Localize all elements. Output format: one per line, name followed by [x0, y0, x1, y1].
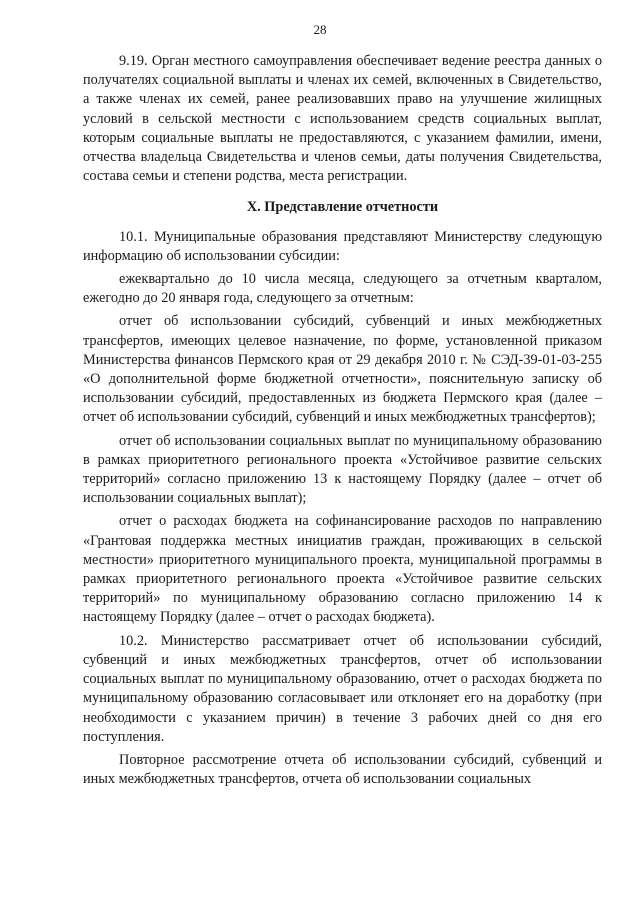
paragraph-repeat-review: Повторное рассмотрение отчета об использовании субсидий, субвенций и иных межбюджетных трансфертов, отчета об использовании социальных — [83, 751, 602, 788]
paragraph-subsidy-report: отчет об использовании субсидий, субвенций и иных межбюджетных трансфертов, имеющих целевое назначение, по форме, установленной приказом Министерства финансов Пермского края от 29 декабря 2010 г. № СЭД-39-01-03-255 «О дополнительной форме бюджетной отчетности», пояснительную записку об использовании субсидий, предоставленных из бюджета Пермского края (далее – отчет об использовании субсидий, субвенций и иных межбюджетных трансфертов); — [83, 313, 602, 426]
paragraph-quarterly: ежеквартально до 10 числа месяца, следующего за отчетным кварталом, ежегодно до 20 января года, следующего за отчетным: — [83, 271, 602, 307]
section-heading: X. Представление отчетности — [246, 199, 439, 216]
paragraph-10-2: 10.2. Министерство рассматривает отчет об использовании субсидий, субвенций и иных межбюджетных трансфертов, отчет об использовании социальных выплат по муниципальному образованию, отчет о расходах бюджета по муниципальному образованию согласовывает или отклоняет его на доработку (при необходимости с указанием причин) в течение 3 рабочих дней со дня его поступления. — [83, 632, 602, 745]
document-body — [83, 52, 602, 793]
paragraph-9-19: 9.19. Орган местного самоуправления обеспечивает ведение реестра данных о получателях социальной выплаты и членах их семей, включенных в Свидетельство, а также членах их семей, ранее реализовавших право на улучшение жилищных условий в сельской местности с использованием средств социальных выплат, которым социальные выплаты не предоставляются, с указанием фамилии, имени, отчества владельца Свидетельства и членов семьи, даты получения Свидетельства, состава семьи и степени родства, места регистрации. — [83, 53, 602, 185]
paragraph-budget-expenses-report: отчет о расходах бюджета на софинансирование расходов по направлению «Грантовая поддержка местных инициатив граждан, проживающих в сельской местности» приоритетного муниципального проекта, муниципальной программы в рамках приоритетного регионального проекта «Устойчивое развитие сельских территорий» по муниципальному образованию согласно приложению 14 к настоящему Порядку (далее – отчет о расходах бюджета). — [83, 513, 602, 626]
page-number: 28 — [313, 22, 327, 37]
paragraph-social-payments-report: отчет об использовании социальных выплат по муниципальному образованию в рамках приоритетного регионального проекта «Устойчивое развитие сельских территорий» согласно приложению 13 к настоящему Порядку (далее – отчет об использовании социальных выплат); — [83, 432, 602, 507]
paragraph-10-1: 10.1. Муниципальные образования представляют Министерству следующую информацию об использовании субсидии: — [83, 228, 602, 264]
